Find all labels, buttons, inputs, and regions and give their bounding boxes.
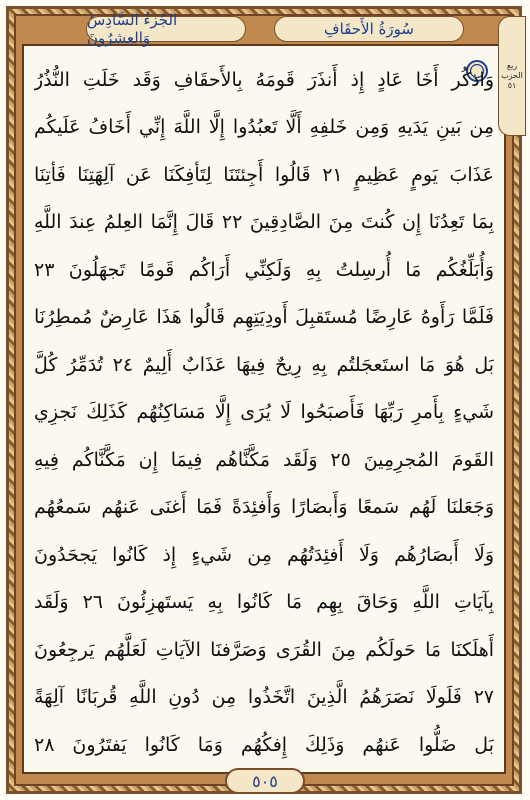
surah-title: سُورَةُ الأَحقَافِ: [324, 20, 414, 38]
verse-line: عَذَابَ يَومٍ عَظِيمٍ ٢١ قَالُوا أَجِئتَنَا لِتَأفِكَنَا عَن آلِهَتِنَا فَأتِنَا: [34, 163, 494, 186]
verse-line: بِآيَاتِ اللَّهِ وَحَاقَ بِهِم مَا كَانُوا بِهِ يَستَهزِئُونَ ٢٦ وَلَقَد: [34, 591, 494, 614]
verse-line: وَاذكُر أَخَا عَادٍ إِذ أَنذَرَ قَومَهُ بِالأَحقَافِ وَقَد خَلَتِ النُّذُرُ: [34, 68, 494, 91]
verse-line: فَلَمَّا رَأَوهُ عَارِضًا مُستَقبِلَ أَودِيَتِهِم قَالُوا هَذَا عَارِضٌ مُمطِرُنَا: [34, 306, 494, 329]
side-tab-label-3: ٥١: [507, 81, 517, 90]
verse-line: وَلَا أَبصَارُهُم وَلَا أَفئِدَتُهُم مِن شَيءٍ إِذ كَانُوا يَجحَدُونَ: [34, 543, 494, 566]
verse-line: وَجَعَلنَا لَهُم سَمعًا وَأَبصَارًا وَأَفئِدَةً فَمَا أَغنَى عَنهُم سَمعُهُم: [34, 496, 494, 519]
juz-header: [86, 11, 246, 47]
juz-title: الجُزءُ السَّادِسُ وَالعِشرُونَ: [87, 11, 178, 47]
page-number: [225, 768, 305, 794]
side-tab-label-2: الحزب: [501, 71, 523, 80]
surah-header: [274, 16, 464, 42]
side-tab-label-1: ربع: [506, 61, 518, 70]
verse-line: بِمَا تَعِدُنَا إِن كُنتَ مِنَ الصَّادِقِينَ ٢٢ قَالَ إِنَّمَا العِلمُ عِندَ اللَّهِ: [34, 211, 494, 234]
verse-line: مِن بَينِ يَدَيهِ وَمِن خَلفِهِ أَلَّا تَعبُدُوا إِلَّا اللَّهَ إِنِّي أَخَافُ عَلَيكُم: [34, 116, 494, 139]
verse-line: القَومَ المُجرِمِينَ ٢٥ وَلَقَد مَكَّنَّاهُم فِيمَا إِن مَكَّنَّاكُم فِيهِ: [34, 448, 494, 471]
verse-lines: [34, 56, 494, 769]
hizb-side-tab: [498, 16, 526, 136]
verse-line: بَل ضَلُّوا عَنهُم وَذَلِكَ إِفكُهُم وَمَا كَانُوا يَفتَرُونَ ٢٨: [34, 733, 494, 756]
verse-line: أَهلَكنَا مَا حَولَكُم مِنَ القُرَى وَصَرَّفنَا الآيَاتِ لَعَلَّهُم يَرجِعُونَ: [34, 638, 494, 661]
verse-line: بَل هُوَ مَا استَعجَلتُم بِهِ رِيحٌ فِيهَا عَذَابٌ أَلِيمٌ ٢٤ تُدَمِّرُ كُلَّ: [34, 353, 494, 376]
verse-line: ٢٧ فَلَولَا نَصَرَهُمُ الَّذِينَ اتَّخَذُوا مِن دُونِ اللَّهِ قُربَانًا آلِهَةً: [34, 686, 494, 709]
verse-line: وَأُبَلِّغُكُم مَا أُرسِلتُ بِهِ وَلَكِنِّي أَرَاكُم قَومًا تَجهَلُونَ ٢٣: [34, 258, 494, 281]
page-number-text: ٥٠٥: [252, 771, 278, 791]
verse-line: شَيءٍ بِأَمرِ رَبِّهَا فَأَصبَحُوا لَا يُرَى إِلَّا مَسَاكِنُهُم كَذَلِكَ نَجزِي: [34, 401, 494, 424]
